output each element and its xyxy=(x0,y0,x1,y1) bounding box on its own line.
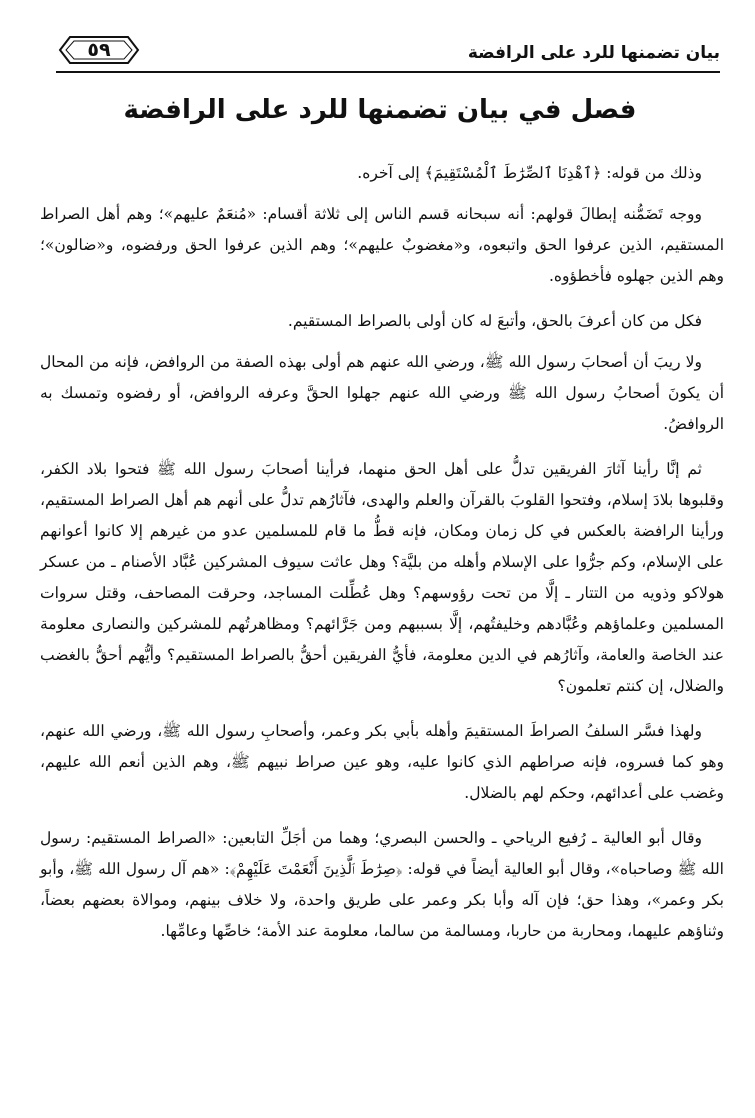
paragraph: وذلك من قوله: ﴿ٱهْدِنَا ٱلصِّرَٰطَ ٱلْمُسْتَقِيمَ﴾ إلى آخره. xyxy=(357,164,702,182)
page-number-frame xyxy=(58,33,140,67)
page-number: ٥٩ xyxy=(87,39,111,61)
paragraph: ولهذا فسَّر السلفُ الصراطَ المستقيمَ وأهله بأبي بكر وعمر، وأصحابِ رسول الله ﷺ، ورضي الله عنهم، وهو كما فسروه، فإنه صراطهم الذي كانوا عليه، وهو عين صراط نبيهم ﷺ، وهم الذين أنعم الله عليهم، وغضب على أعدائهم، وحكم لهم بالضلال. xyxy=(40,722,724,802)
header-rule xyxy=(56,71,720,73)
paragraph: وقال أبو العالية ـ رُفيع الرياحي ـ والحسن البصري؛ وهما من أجَلِّ التابعين: «الصراط المستقيم: رسول الله ﷺ وصاحباه»، وقال أبو العالية أيضاً في قوله: ﴿صِرَٰطَ ٱلَّذِينَ أَنْعَمْتَ عَلَيْهِمْ﴾: «هم آل رسول الله ﷺ، وأبو بكر وعمر»، وهذا حق؛ فإن آله وأبا بكر وعمر على طريق واحدة، ولا خلاف بينهم، وموالاة بعضهم بعضاً، وثناؤهم عليهما، ومحاربة من حاربا، ومسالمة من سالما، معلومة عند الأمة؛ خاصِّها وعامِّها. xyxy=(40,829,724,940)
paragraph: ولا ريبَ أن أصحابَ رسول الله ﷺ، ورضي الله عنهم هم أولى بهذه الصفة من الروافض، فإنه من المحال أن يكونَ أصحابُ رسول الله ﷺ ورضي الله عنهم جهلوا الحقَّ وعرفه الروافض، أو رفضوه وتمسك به الروافضُ. xyxy=(40,353,724,433)
paragraph: فكل من كان أعرفَ بالحق، وأتبعَ له كان أولى بالصراط المستقيم. xyxy=(287,312,702,330)
section-title: فصل في بيان تضمنها للرد على الرافضة xyxy=(123,95,637,125)
page-header xyxy=(40,28,720,72)
running-title: بيان تضمنها للرد على الرافضة xyxy=(467,43,720,63)
paragraph: ووجه تَضَمُّنه إبطالَ قولهم: أنه سبحانه قسم الناس إلى ثلاثة أقسام: «مُنعَمٌ عليهم»؛ وهم أهل الصراط المستقيم، الذين عرفوا الحق واتبعوه، و«مغضوبٌ عليهم»؛ وهم الذين عرفوا الحق ورفضوه، و«ضالون»؛ وهم الذين جهلوه فأخطؤوه. xyxy=(40,205,724,285)
body-text xyxy=(40,158,724,961)
paragraph: ثم إنَّا رأينا آثارَ الفريقين تدلُّ على أهل الحق منهما، فرأينا أصحابَ رسول الله ﷺ فتحوا بلاد الكفر، وقلبوها بلادَ إسلام، وفتحوا القلوبَ بالقرآن والعلم والهدى، فآثارُهم تدلُّ على أنهم هم أهل الصراط المستقيم، ورأينا الرافضة بالعكس في كل زمان ومكان، فإنه قطُّ ما قام للمسلمين عدو من غيرهم إلا كانوا أعوانهم على الإسلام، وكم جرُّوا على الإسلام وأهله من بليَّة؟ وهل عاثت سيوف المشركين عُبَّاد الأصنام ـ من عسكر هولاكو وذويه من التتار ـ إلَّا من تحت رؤوسهم؟ وهل عُطِّلت المساجد، وحرقت المصاحف، وقتل سروات المسلمين وعلماؤهم وعُبَّادهم وخليفتُهم، إلَّا بسببهم ومن جَرَّائهم؟ ومظاهرتُهم للمشركين والنصارى معلومة عند الخاصة والعامة، وآثارُهم في الدين معلومة، فأيُّ الفريقين أحقُّ بالصراط المستقيم؟ وأيُّهم أحقُّ بالغضب والضلال، إن كنتم تعلمون؟ xyxy=(40,460,724,695)
